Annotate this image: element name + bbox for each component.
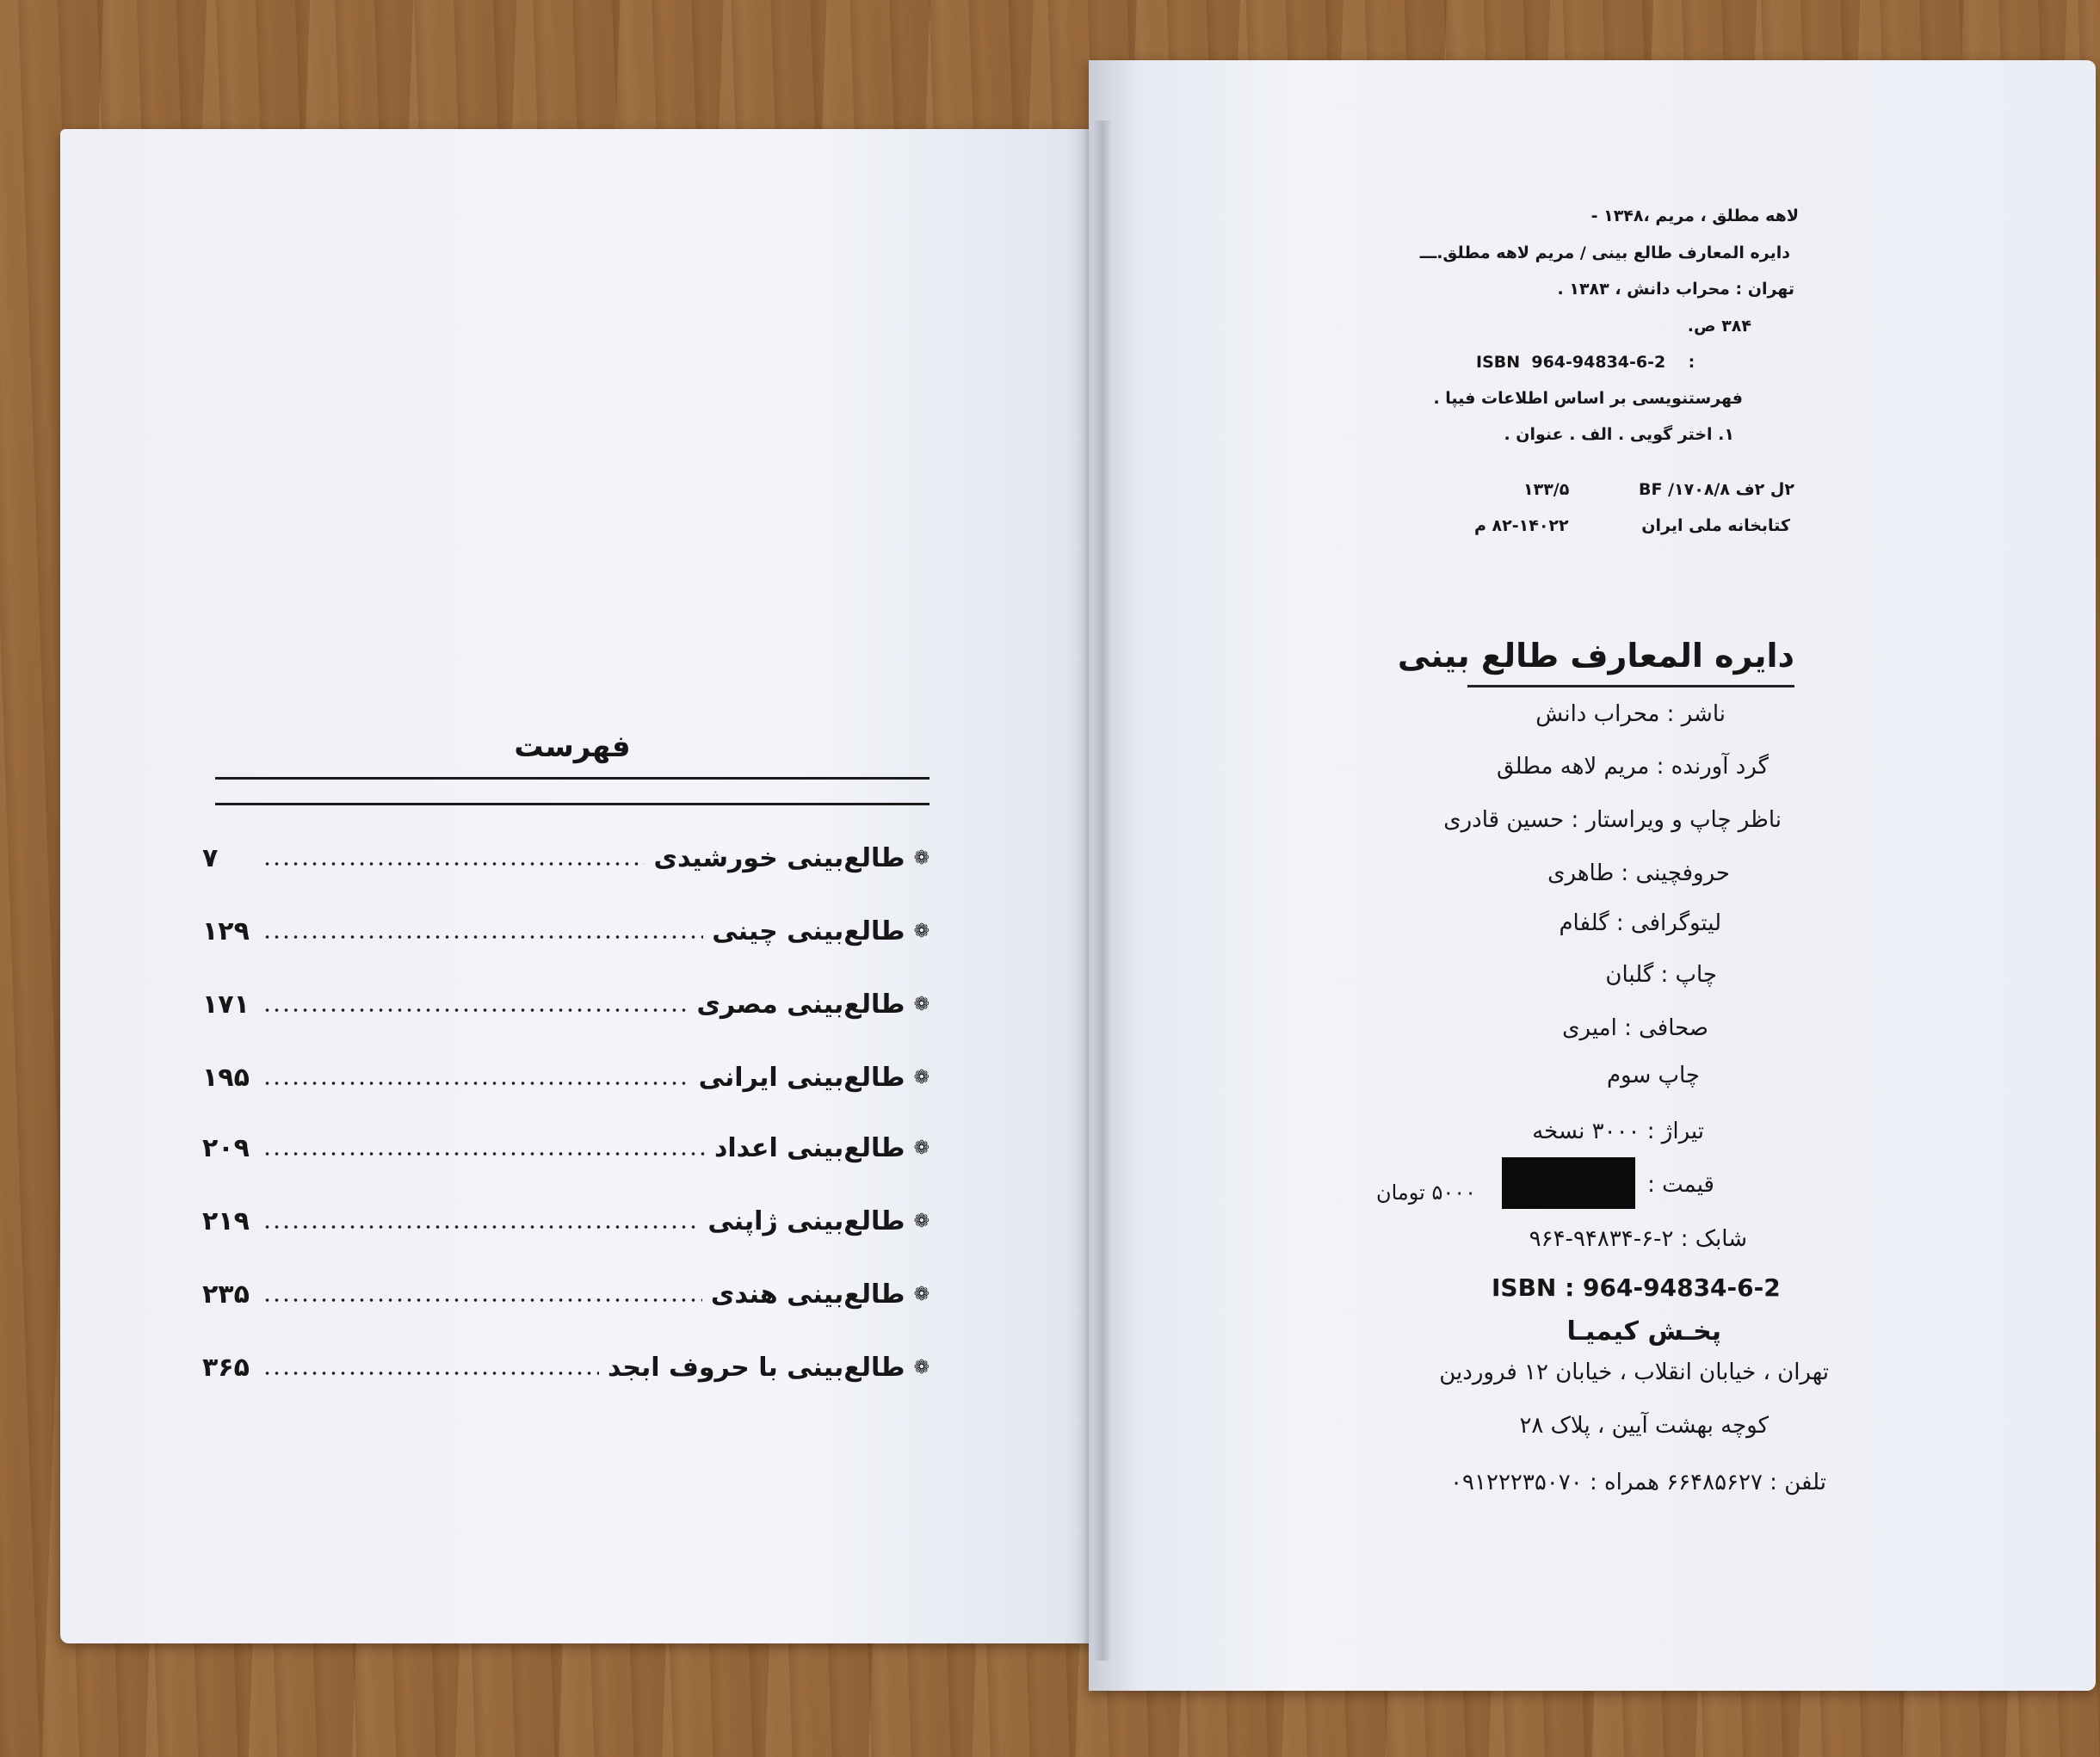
book-title: دایره المعارف طالع بینی xyxy=(1397,637,1794,675)
colophon-price-label: قیمت : xyxy=(1647,1172,1714,1198)
colophon-lithography: لیتوگرافی : گلفام xyxy=(1559,910,1721,936)
toc-entry-label: طالع‌بینی چینی xyxy=(712,915,905,946)
flower-bullet-icon: ❁ xyxy=(913,1356,930,1378)
colophon-publisher: ناشر : محراب دانش xyxy=(1535,701,1726,727)
left-page xyxy=(60,129,1106,1643)
toc-entry-page-number: ۷ xyxy=(202,842,219,873)
toc-entry-label: طالع‌بینی خورشیدی xyxy=(653,842,905,873)
colophon-circulation: تیراژ : ۳۰۰۰ نسخه xyxy=(1532,1119,1704,1144)
toc-entry xyxy=(202,1348,930,1386)
toc-entry-page-number: ۱۷۱ xyxy=(202,989,250,1020)
distributor-name: پخـش کیمیـا xyxy=(1566,1316,1721,1347)
colophon-edition: چاپ سوم xyxy=(1606,1063,1700,1088)
toc-entry-page-number: ۲۱۹ xyxy=(202,1205,250,1236)
catalog-library-code: ۸۲-۱۴۰۲۲ م xyxy=(1474,516,1569,535)
toc-entry xyxy=(202,1129,930,1167)
toc-dot-leader xyxy=(262,862,645,866)
toc-entry-label: طالع‌بینی ایرانی xyxy=(698,1062,905,1093)
flower-bullet-icon: ❁ xyxy=(913,1066,930,1088)
toc-dot-leader xyxy=(262,1082,690,1085)
toc-entry-page-number: ۱۲۹ xyxy=(202,915,250,946)
catalog-line-1: لاهه مطلق ، مریم ،۱۳۴۸ - xyxy=(1590,207,1799,225)
toc-dot-leader xyxy=(262,1008,688,1012)
toc-entry xyxy=(202,985,930,1023)
toc-title: فهرست xyxy=(514,730,631,764)
catalog-subject: ۱. اختر گویی . الف . عنوان . xyxy=(1504,425,1734,444)
toc-entry-label: طالع‌بینی مصری xyxy=(696,989,905,1020)
toc-entry xyxy=(202,1202,930,1240)
catalog-dewey: ۱۳۳/۵ xyxy=(1523,480,1570,499)
flower-bullet-icon: ❁ xyxy=(913,1137,930,1159)
catalog-fipa-note: فهرستنویسی بر اساس اطلاعات فیپا . xyxy=(1433,389,1743,408)
toc-entry-page-number: ۲۳۵ xyxy=(202,1279,250,1310)
colophon-print: چاپ : گلبان xyxy=(1605,962,1717,988)
flower-bullet-icon: ❁ xyxy=(913,920,930,942)
colophon-compiler: گرد آورنده : مریم لاهه مطلق xyxy=(1496,754,1769,780)
toc-dot-leader xyxy=(262,1372,599,1375)
colophon-editor: ناظر چاپ و ویراستار : حسین قادری xyxy=(1443,807,1782,833)
toc-entry-label: طالع‌بینی ژاپنی xyxy=(707,1205,905,1236)
toc-entry xyxy=(202,839,930,877)
catalog-line-4: ۳۸۴ ص. xyxy=(1687,317,1751,336)
toc-dot-leader xyxy=(262,1152,706,1156)
colophon-isbn: ISBN : 964-94834-6-2 xyxy=(1492,1273,1781,1302)
address-line-1: تهران ، خیابان انقلاب ، خیابان ۱۲ فروردین xyxy=(1439,1359,1829,1385)
phone-line: تلفن : ۶۶۴۸۵۶۲۷ همراه : ۰۹۱۲۲۲۳۵۰۷۰ xyxy=(1450,1470,1826,1495)
flower-bullet-icon: ❁ xyxy=(913,1283,930,1305)
address-line-2: کوچه بهشت آیین ، پلاک ۲۸ xyxy=(1519,1413,1769,1439)
toc-entry-page-number: ۱۹۵ xyxy=(202,1062,250,1093)
colophon-binding: صحافی : امیری xyxy=(1562,1015,1708,1041)
catalog-library: کتابخانه ملی ایران xyxy=(1641,516,1790,535)
toc-entry-label: طالع‌بینی هندی xyxy=(710,1279,905,1310)
toc-entry-page-number: ۲۰۹ xyxy=(202,1132,250,1163)
catalog-isbn: ISBN 964-94834-6-2 : xyxy=(1476,353,1695,372)
flower-bullet-icon: ❁ xyxy=(913,1210,930,1232)
price-redaction xyxy=(1502,1157,1635,1209)
toc-rule-bottom xyxy=(215,803,930,805)
catalog-line-2: دایره المعارف طالع بینی / مریم لاهه مطلق.ـــ xyxy=(1419,244,1790,262)
catalog-class-code: ۲ل ۲ف ۱۷۰۸/۸/ BF xyxy=(1639,480,1794,499)
book-title-underline xyxy=(1467,685,1794,687)
book-spine xyxy=(1093,120,1112,1661)
flower-bullet-icon: ❁ xyxy=(913,993,930,1015)
toc-entry-page-number: ۳۶۵ xyxy=(202,1352,250,1383)
toc-dot-leader xyxy=(262,1298,702,1302)
colophon-shabak: شابک : ۲-۶-۹۴۸۳۴-۹۶۴ xyxy=(1529,1226,1747,1252)
colophon-price-value: ۵۰۰۰ تومان xyxy=(1375,1181,1476,1205)
toc-entry xyxy=(202,912,930,950)
toc-entry xyxy=(202,1275,930,1313)
colophon-typesetting: حروفچینی : طاهری xyxy=(1547,860,1730,886)
toc-rule-top xyxy=(215,777,930,780)
toc-entry-label: طالع‌بینی اعداد xyxy=(713,1132,905,1163)
catalog-line-3: تهران : محراب دانش ، ۱۳۸۳ . xyxy=(1557,280,1794,299)
toc-dot-leader xyxy=(262,935,703,939)
toc-entry-label: طالع‌بینی با حروف ابجد xyxy=(608,1352,905,1383)
toc-entry xyxy=(202,1058,930,1096)
toc-dot-leader xyxy=(262,1225,699,1229)
flower-bullet-icon: ❁ xyxy=(913,847,930,869)
